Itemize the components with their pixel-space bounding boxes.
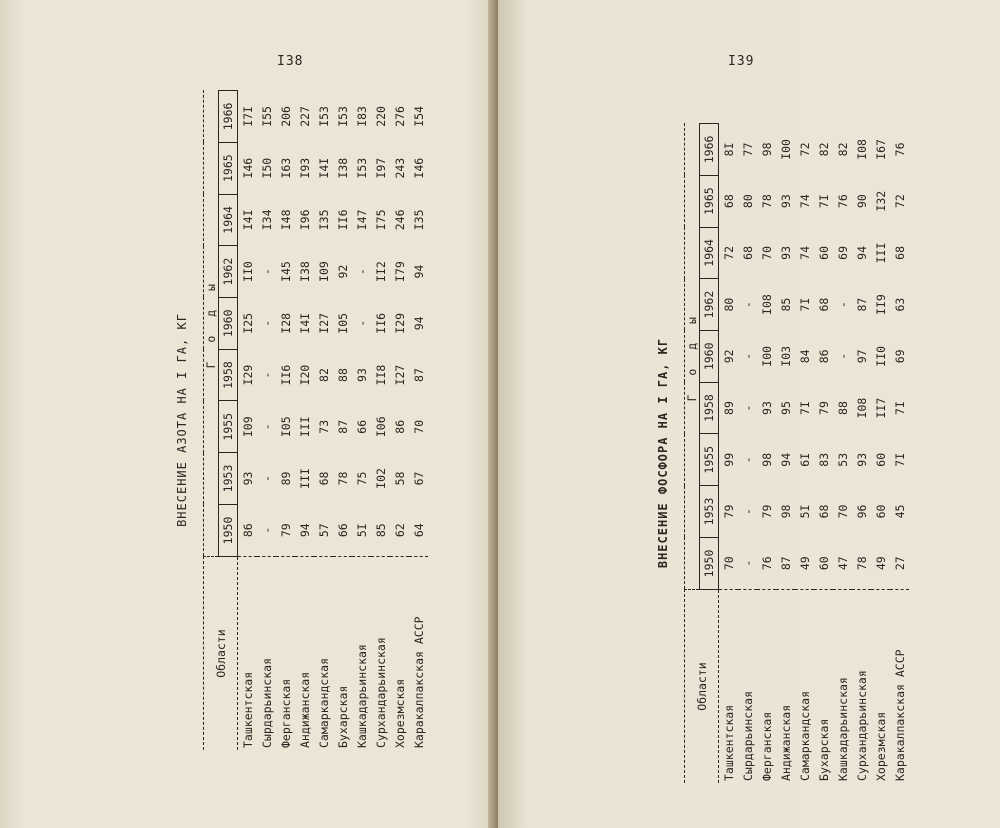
- table-row: [833, 124, 852, 784]
- value-cell: 99: [721, 452, 736, 467]
- value-cell: II6: [335, 209, 350, 231]
- region-name: Сурхандарьинская: [371, 557, 390, 750]
- value-cell: 93: [240, 471, 255, 486]
- value-cell: 76: [759, 556, 774, 571]
- table-row: [852, 124, 871, 784]
- value-cell: I29: [240, 364, 255, 386]
- value-cell: I05: [335, 312, 350, 334]
- value-cell: 84: [797, 349, 812, 364]
- value-cell: I93: [297, 157, 312, 179]
- phosphorus-table-block: [656, 123, 907, 783]
- value-cell: I4I: [316, 157, 331, 179]
- value-cell: II9: [873, 294, 888, 315]
- value-cell: 78: [759, 194, 774, 209]
- value-cell: II2: [373, 261, 388, 282]
- nitrogen-table: [203, 90, 428, 750]
- table-row: [352, 91, 371, 751]
- value-cell: -: [259, 268, 274, 276]
- value-cell: I32: [873, 190, 888, 212]
- left-page: [0, 0, 498, 828]
- value-cell: I97: [373, 157, 388, 179]
- value-cell: 78: [335, 471, 350, 486]
- value-cell: 77: [740, 142, 755, 157]
- value-cell: -: [259, 371, 274, 379]
- value-cell: 66: [335, 523, 350, 538]
- region-name: Ферганская: [757, 590, 776, 783]
- value-cell: 206: [278, 106, 293, 127]
- year-header: 1966: [700, 124, 719, 176]
- table-title: ВНЕСЕНИЕ АЗОТА НА I ГА, КГ: [175, 313, 189, 527]
- year-header: 1960: [219, 297, 238, 349]
- value-cell: I27: [316, 312, 331, 334]
- value-cell: 88: [835, 401, 850, 415]
- value-cell: 76: [835, 194, 850, 209]
- value-cell: 243: [392, 157, 407, 179]
- value-cell: 83: [816, 452, 831, 467]
- value-cell: 79: [278, 523, 293, 538]
- table-row: [795, 124, 814, 784]
- table-row: [871, 124, 890, 784]
- value-cell: -: [740, 559, 755, 567]
- table-row: [776, 124, 795, 784]
- value-cell: 49: [797, 556, 812, 571]
- page-number: I39: [728, 54, 755, 69]
- value-cell: I53: [335, 106, 350, 127]
- value-cell: 76: [892, 142, 907, 157]
- value-cell: I35: [316, 209, 331, 231]
- nitrogen-table-block: [175, 90, 426, 750]
- region-name: Ферганская: [276, 557, 295, 750]
- year-header: 1964: [219, 194, 238, 246]
- value-cell: 93: [778, 245, 793, 260]
- table-row: [314, 91, 333, 751]
- region-name: Кашкадарьинская: [352, 557, 371, 750]
- value-cell: III: [297, 468, 312, 489]
- value-cell: I03: [778, 345, 793, 367]
- value-cell: 53: [835, 452, 850, 467]
- value-cell: 74: [797, 194, 812, 209]
- value-cell: 80: [740, 194, 755, 209]
- value-cell: -: [835, 352, 850, 360]
- table-row: [738, 124, 757, 784]
- value-cell: I79: [392, 261, 407, 282]
- value-cell: 98: [778, 504, 793, 519]
- value-cell: II6: [278, 364, 293, 386]
- value-cell: 68: [816, 297, 831, 312]
- value-cell: I67: [873, 139, 888, 160]
- value-cell: 8I: [721, 142, 736, 157]
- region-header: Области: [204, 557, 238, 750]
- value-cell: III: [873, 242, 888, 264]
- value-cell: I4I: [240, 209, 255, 231]
- value-cell: 87: [335, 419, 350, 434]
- year-header: 1960: [700, 330, 719, 382]
- value-cell: 80: [721, 297, 736, 312]
- table-row: [390, 91, 409, 751]
- value-cell: 94: [297, 523, 312, 538]
- value-cell: -: [259, 319, 274, 327]
- value-cell: 82: [316, 368, 331, 382]
- region-name: Кашкадарьинская: [833, 590, 852, 783]
- value-cell: 7I: [797, 401, 812, 415]
- value-cell: II8: [373, 364, 388, 386]
- value-cell: I75: [373, 209, 388, 231]
- region-name: Хорезмская: [390, 557, 409, 750]
- value-cell: II0: [873, 345, 888, 367]
- value-cell: 5I: [354, 523, 369, 538]
- year-header: 1965: [219, 142, 238, 194]
- value-cell: I00: [759, 345, 774, 367]
- value-cell: 92: [721, 349, 736, 364]
- value-cell: -: [740, 301, 755, 309]
- value-cell: 79: [816, 401, 831, 415]
- region-name: Бухарская: [814, 590, 833, 783]
- value-cell: 67: [411, 471, 426, 486]
- value-cell: 60: [816, 556, 831, 571]
- value-cell: 94: [778, 452, 793, 467]
- year-header: 1964: [700, 227, 719, 279]
- value-cell: 68: [721, 194, 736, 209]
- value-cell: -: [259, 423, 274, 431]
- value-cell: I50: [259, 157, 274, 179]
- value-cell: I47: [354, 209, 369, 231]
- value-cell: 66: [354, 419, 369, 434]
- value-cell: 63: [892, 297, 907, 312]
- year-header: 1955: [700, 434, 719, 486]
- right-page: [498, 0, 1000, 828]
- value-cell: 78: [854, 556, 869, 571]
- value-cell: 276: [392, 106, 407, 127]
- value-cell: 227: [297, 106, 312, 127]
- value-cell: 82: [835, 142, 850, 157]
- value-cell: 95: [778, 401, 793, 415]
- value-cell: I28: [278, 312, 293, 334]
- page-number: I38: [277, 54, 304, 69]
- value-cell: 68: [316, 471, 331, 486]
- value-cell: 87: [778, 556, 793, 571]
- value-cell: I27: [392, 364, 407, 386]
- table-row: [257, 91, 276, 751]
- year-header: 1965: [700, 175, 719, 227]
- value-cell: 93: [759, 401, 774, 415]
- value-cell: 69: [892, 349, 907, 364]
- value-cell: -: [259, 475, 274, 482]
- value-cell: 94: [854, 245, 869, 260]
- value-cell: III: [297, 416, 312, 438]
- value-cell: 89: [278, 471, 293, 486]
- value-cell: 58: [392, 471, 407, 486]
- value-cell: I48: [278, 209, 293, 231]
- region-name: Хорезмская: [871, 590, 890, 783]
- year-header: 1962: [700, 279, 719, 331]
- value-cell: 86: [240, 523, 255, 538]
- region-name: Сурхандарьинская: [852, 590, 871, 783]
- value-cell: 87: [854, 297, 869, 312]
- value-cell: I29: [392, 312, 407, 334]
- table-row: [409, 91, 428, 751]
- value-cell: 70: [721, 556, 736, 571]
- value-cell: -: [740, 352, 755, 360]
- value-cell: 62: [392, 523, 407, 538]
- value-cell: 7I: [892, 452, 907, 467]
- value-cell: 68: [740, 245, 755, 260]
- value-cell: I54: [411, 106, 426, 127]
- value-cell: 68: [892, 245, 907, 260]
- region-name: Сырдарьинская: [257, 557, 276, 750]
- value-cell: -: [259, 526, 274, 534]
- year-header: 1958: [700, 382, 719, 434]
- table-row: [719, 124, 739, 784]
- value-cell: 72: [721, 245, 736, 260]
- value-cell: 72: [797, 142, 812, 157]
- value-cell: II7: [873, 397, 888, 419]
- value-cell: I25: [240, 312, 255, 334]
- value-cell: I38: [335, 157, 350, 179]
- value-cell: I53: [354, 157, 369, 179]
- value-cell: 60: [873, 504, 888, 519]
- table-row: [295, 91, 314, 751]
- region-name: Сырдарьинская: [738, 590, 757, 783]
- value-cell: I7I: [240, 106, 255, 127]
- region-name: Каракалпакская АССР: [409, 557, 428, 750]
- region-header: Области: [685, 590, 719, 783]
- value-cell: 7I: [816, 194, 831, 209]
- value-cell: I35: [411, 209, 426, 231]
- value-cell: 5I: [797, 504, 812, 519]
- table-row: [890, 124, 909, 784]
- region-name: Андижанская: [295, 557, 314, 750]
- value-cell: 49: [873, 556, 888, 571]
- value-cell: I53: [316, 106, 331, 127]
- region-name: Самаркандская: [314, 557, 333, 750]
- year-header: 1950: [219, 504, 238, 556]
- value-cell: 92: [335, 264, 350, 279]
- region-name: Андижанская: [776, 590, 795, 783]
- table-row: [757, 124, 776, 784]
- value-cell: 93: [854, 452, 869, 467]
- value-cell: 246: [392, 209, 407, 231]
- value-cell: I38: [297, 261, 312, 282]
- value-cell: -: [740, 404, 755, 412]
- table-row: [371, 91, 390, 751]
- value-cell: I96: [297, 209, 312, 231]
- year-header: 1953: [700, 486, 719, 538]
- value-cell: 68: [816, 504, 831, 519]
- value-cell: 88: [335, 368, 350, 382]
- value-cell: 70: [759, 245, 774, 260]
- region-name: Самаркандская: [795, 590, 814, 783]
- value-cell: 93: [354, 368, 369, 382]
- value-cell: II6: [373, 312, 388, 334]
- year-header: 1950: [700, 537, 719, 589]
- value-cell: 27: [892, 556, 907, 571]
- value-cell: 87: [411, 368, 426, 382]
- value-cell: 70: [835, 504, 850, 519]
- value-cell: I20: [297, 364, 312, 386]
- value-cell: 75: [354, 471, 369, 486]
- value-cell: II0: [240, 261, 255, 282]
- value-cell: -: [354, 319, 369, 327]
- table-row: [276, 91, 295, 751]
- value-cell: 85: [373, 523, 388, 538]
- value-cell: 98: [759, 452, 774, 467]
- value-cell: 89: [721, 401, 736, 415]
- value-cell: 93: [778, 194, 793, 209]
- value-cell: I34: [259, 209, 274, 231]
- value-cell: I55: [259, 106, 274, 127]
- year-header: 1953: [219, 453, 238, 505]
- value-cell: -: [354, 268, 369, 276]
- value-cell: 85: [778, 297, 793, 312]
- value-cell: I00: [778, 139, 793, 160]
- value-cell: I02: [373, 468, 388, 489]
- value-cell: -: [740, 456, 755, 464]
- value-cell: -: [835, 301, 850, 309]
- year-header: 1958: [219, 349, 238, 401]
- value-cell: 73: [316, 419, 331, 434]
- region-name: Ташкентская: [238, 557, 258, 750]
- value-cell: I46: [411, 157, 426, 179]
- value-cell: I09: [240, 416, 255, 438]
- value-cell: 94: [411, 264, 426, 279]
- years-header: Г о д ы: [204, 91, 219, 557]
- value-cell: 86: [392, 419, 407, 434]
- year-header: 1962: [219, 246, 238, 298]
- value-cell: 64: [411, 523, 426, 538]
- value-cell: I08: [854, 397, 869, 419]
- value-cell: I45: [278, 261, 293, 282]
- value-cell: 98: [759, 142, 774, 157]
- value-cell: 82: [816, 142, 831, 157]
- value-cell: 97: [854, 349, 869, 364]
- value-cell: I46: [240, 157, 255, 179]
- value-cell: I06: [373, 416, 388, 438]
- value-cell: 86: [816, 349, 831, 364]
- value-cell: 45: [892, 504, 907, 519]
- value-cell: 60: [816, 245, 831, 260]
- value-cell: 69: [835, 245, 850, 260]
- value-cell: 220: [373, 106, 388, 127]
- value-cell: I08: [854, 139, 869, 160]
- year-header: 1955: [219, 401, 238, 453]
- value-cell: 7I: [892, 401, 907, 415]
- value-cell: 74: [797, 245, 812, 260]
- value-cell: 90: [854, 194, 869, 209]
- table-row: [333, 91, 352, 751]
- table-row: [814, 124, 833, 784]
- value-cell: I05: [278, 416, 293, 438]
- value-cell: 70: [411, 419, 426, 434]
- value-cell: I63: [278, 157, 293, 179]
- value-cell: -: [740, 508, 755, 515]
- region-name: Каракалпакская АССР: [890, 590, 909, 783]
- value-cell: 47: [835, 556, 850, 571]
- value-cell: 72: [892, 194, 907, 209]
- value-cell: 57: [316, 523, 331, 538]
- region-name: Ташкентская: [719, 590, 739, 783]
- table-row: [238, 91, 258, 751]
- years-header: Г о д ы: [685, 124, 700, 590]
- year-header: 1966: [219, 91, 238, 143]
- value-cell: 60: [873, 452, 888, 467]
- value-cell: I83: [354, 106, 369, 127]
- value-cell: I09: [316, 261, 331, 282]
- value-cell: I08: [759, 294, 774, 315]
- value-cell: 7I: [797, 297, 812, 312]
- value-cell: 6I: [797, 452, 812, 467]
- phosphorus-table: [684, 123, 909, 783]
- value-cell: 79: [721, 504, 736, 519]
- region-name: Бухарская: [333, 557, 352, 750]
- table-title: ВНЕСЕНИЕ ФОСФОРА НА I ГА, КГ: [656, 337, 670, 569]
- value-cell: 96: [854, 504, 869, 519]
- value-cell: 94: [411, 316, 426, 331]
- value-cell: 79: [759, 504, 774, 519]
- value-cell: I4I: [297, 312, 312, 334]
